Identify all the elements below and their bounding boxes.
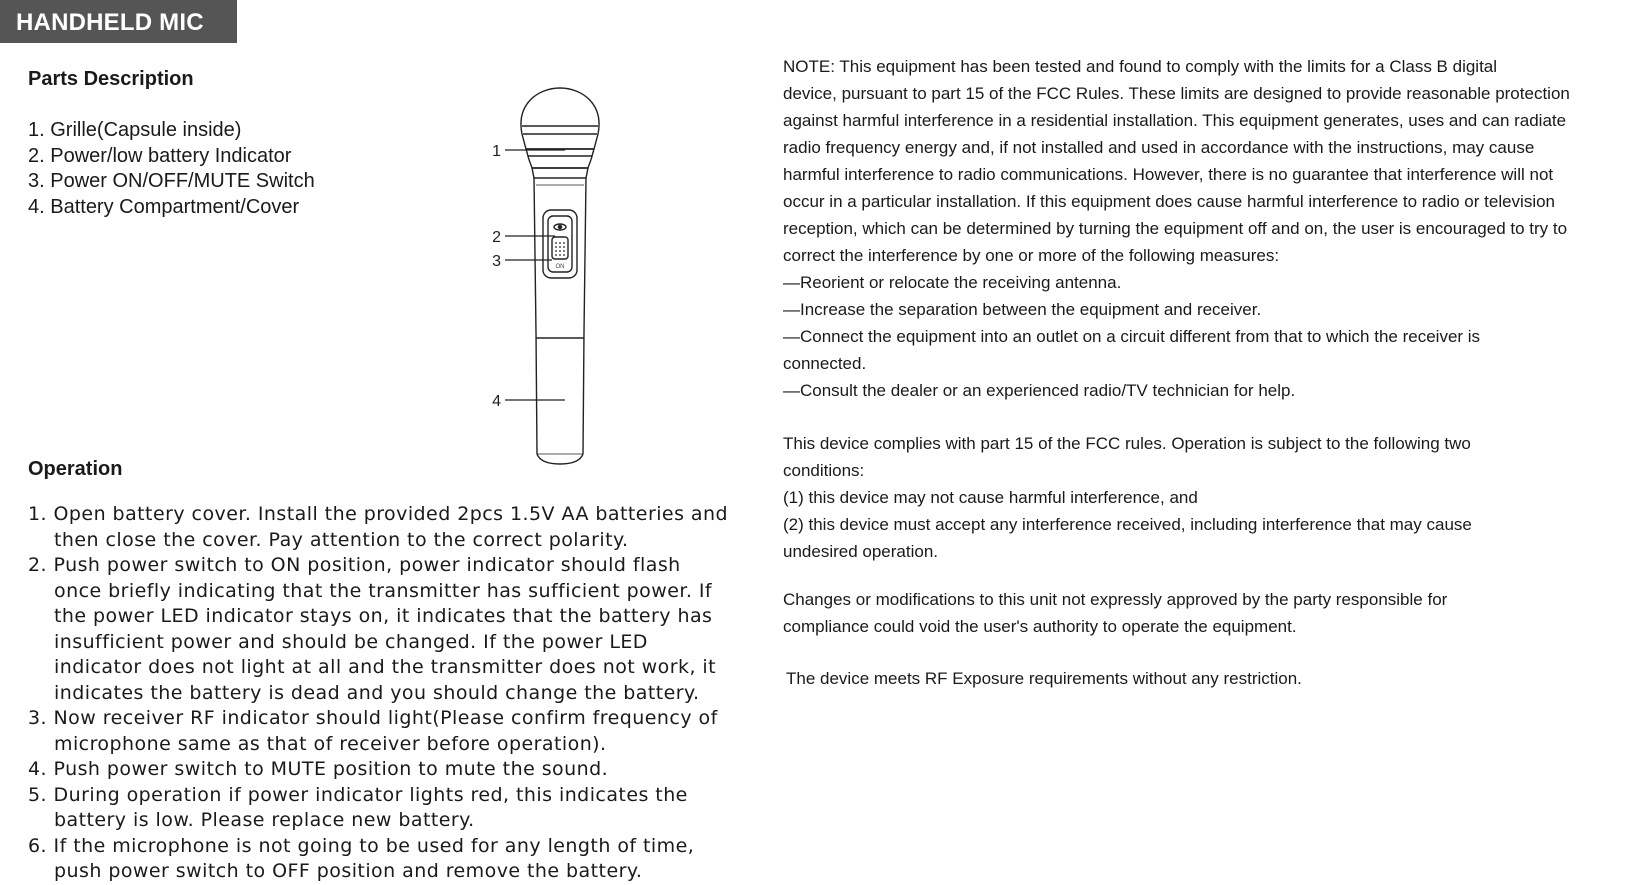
fcc-statement — [783, 53, 1650, 692]
fcc-part15-line: (2) this device must accept any interference received, including interference that may cause — [783, 515, 1472, 534]
fcc-note-line: against harmful interference in a residential installation. This equipment generates, uses and can radiate — [783, 111, 1567, 130]
operation-line: insufficient power and should be changed. If the power LED — [54, 630, 648, 653]
operation-line: microphone same as that of receiver before operation). — [54, 732, 607, 755]
operation-line: 1. Open battery cover. Install the provided 2pcs 1.5V AA batteries and — [28, 503, 729, 525]
fcc-part15-line: This device complies with part 15 of the FCC rules. Operation is subject to the following two — [783, 434, 1471, 453]
operation-line: 5. During operation if power indicator lights red, this indicates the — [28, 783, 688, 806]
operation-line: 6. If the microphone is not going to be used for any length of time, — [28, 834, 695, 857]
operation-line: indicates the battery is dead and you should change the battery. — [54, 681, 700, 704]
mic-body — [534, 178, 586, 464]
parts-description-heading: Parts Description — [28, 68, 194, 90]
operation-line: indicator does not light at all and the transmitter does not work, it — [54, 656, 717, 678]
callout-label: 2 — [492, 229, 501, 246]
fcc-part15-line: (1) this device may not cause harmful interference, and — [783, 488, 1198, 507]
fcc-changes-line: compliance could void the user's authority to operate the equipment. — [783, 617, 1297, 636]
mic-grille — [521, 88, 599, 149]
callout-label: 1 — [492, 143, 501, 160]
fcc-note-line: NOTE: This equipment has been tested and found to comply with the limits for a Class B digital — [783, 57, 1498, 76]
operation-heading: Operation — [28, 458, 123, 480]
parts-list — [28, 118, 315, 220]
callout-label: 3 — [492, 253, 501, 270]
fcc-note-line: reception, which can be determined by turning the equipment off and on, the user is encouraged to try to — [783, 219, 1568, 238]
parts-list-item: 2. Power/low battery Indicator — [28, 144, 292, 167]
fcc-note — [783, 53, 1650, 404]
parts-list-item: 4. Battery Compartment/Cover — [28, 195, 300, 218]
fcc-part15-line: undesired operation. — [783, 542, 939, 561]
operation-line: once briefly indicating that the transmitter has sufficient power. If — [54, 579, 713, 602]
operation-line: battery is low. Please replace new battery. — [54, 809, 475, 831]
fcc-note-line: radio frequency energy and, if not installed and used in accordance with the instructions, may cause — [783, 138, 1535, 157]
operation-line: 3. Now receiver RF indicator should light(Please confirm frequency of — [28, 707, 718, 729]
callout-label: 4 — [492, 393, 501, 410]
fcc-note-line: harmful interference to radio communications. However, there is no guarantee that interference will not — [783, 165, 1554, 184]
operation-line: 4. Push power switch to MUTE position to mute the sound. — [28, 758, 609, 780]
fcc-part15 — [783, 430, 1650, 565]
fcc-note-line: —Increase the separation between the equipment and receiver. — [783, 300, 1262, 319]
fcc-part15-line: conditions: — [783, 461, 865, 480]
operation-line: then close the cover. Pay attention to the correct polarity. — [54, 528, 629, 551]
fcc-note-line: —Connect the equipment into an outlet on a circuit different from that to which the receiver is — [783, 327, 1481, 346]
parts-list-item: 1. Grille(Capsule inside) — [28, 119, 242, 141]
fcc-note-line: occur in a particular installation. If this equipment does cause harmful interference to radio or television — [783, 192, 1556, 211]
operation-line: the power LED indicator stays on, it indicates that the battery has — [54, 605, 713, 627]
fcc-note-line: correct the interference by one or more of the following measures: — [783, 246, 1280, 265]
fcc-note-line: —Consult the dealer or an experienced radio/TV technician for help. — [783, 381, 1296, 400]
fcc-changes-line: Changes or modifications to this unit not expressly approved by the party responsible for — [783, 590, 1448, 609]
page-title: HANDHELD MIC — [0, 0, 237, 43]
operation-line: 2. Push power switch to ON position, power indicator should flash — [28, 554, 681, 576]
fcc-note-line: connected. — [783, 354, 867, 373]
fcc-note-line: device, pursuant to part 15 of the FCC Rules. These limits are designed to provide reasonable protection — [783, 84, 1570, 103]
fcc-changes — [783, 586, 1650, 640]
operation-line: push power switch to OFF position and remove the battery. — [54, 860, 643, 882]
rf-exposure-statement: The device meets RF Exposure requirements without any restriction. — [786, 669, 1302, 688]
fcc-note-line: —Reorient or relocate the receiving antenna. — [783, 273, 1122, 292]
operation-list — [28, 502, 748, 885]
parts-list-item: 3. Power ON/OFF/MUTE Switch — [28, 170, 315, 192]
handheld-mic-diagram — [480, 82, 630, 472]
switch-on-label: ON — [555, 264, 565, 270]
